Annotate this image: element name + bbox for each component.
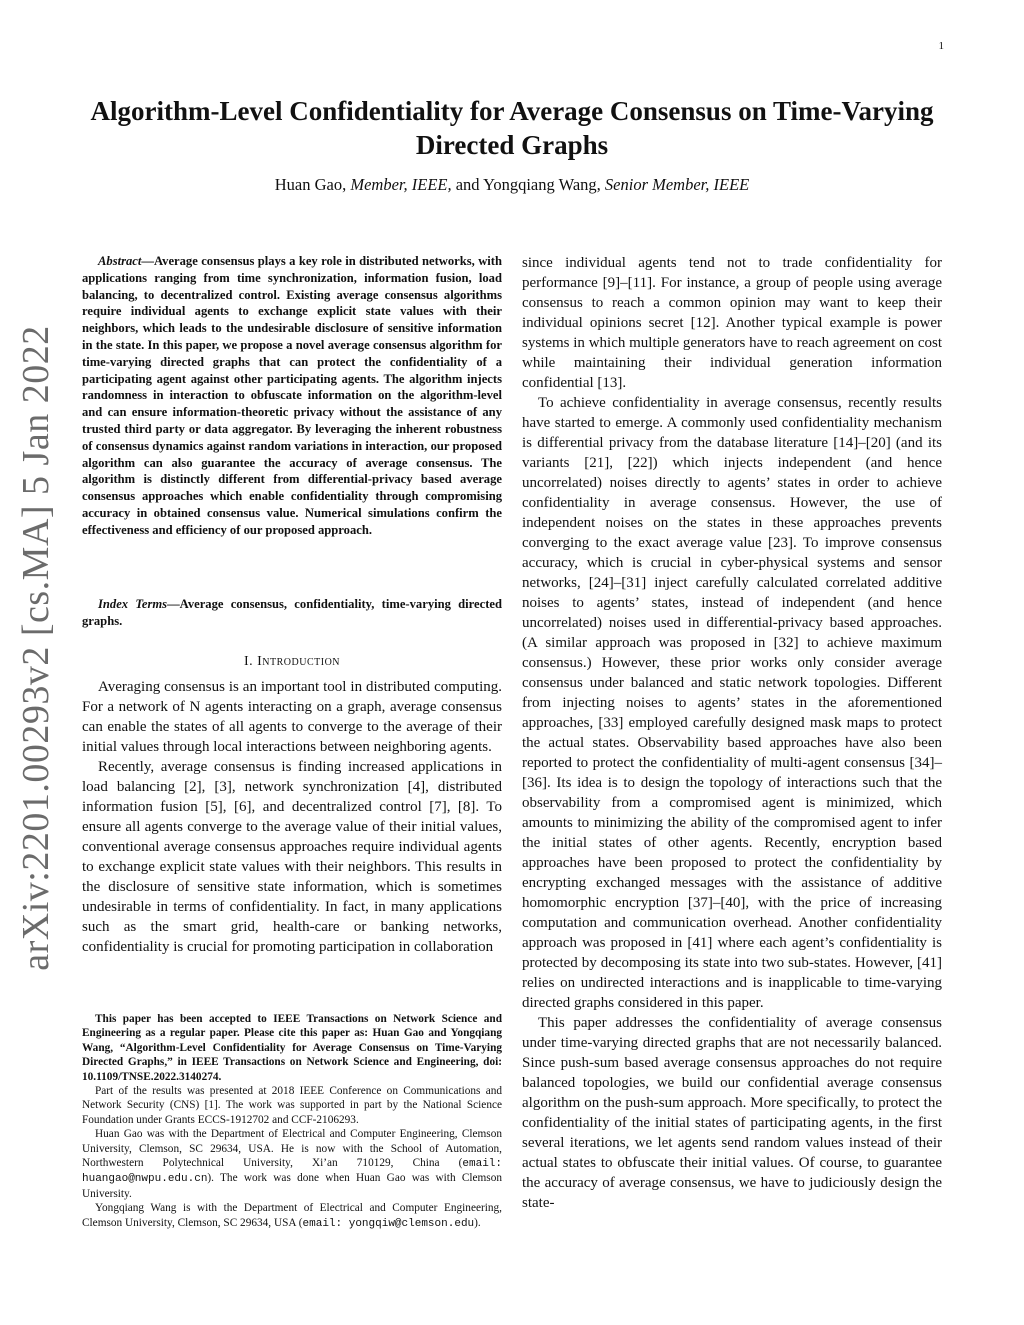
index-terms-text: —Average consensus, confidentiality, time-varying directed graphs. bbox=[82, 597, 502, 628]
introduction-text bbox=[82, 677, 502, 957]
right-paragraph-2: To achieve confidentiality in average consensus, recently results have started to emerge. A commonly used confidentiality mechanism is differential privacy from the database literature [14]–[20] (and its variants [21], [22]) which injects independent (and hence uncorrelated) noises directly to agents’ states in order to achieve confidentiality in average consensus. However, the use of independent noises on the states in these approaches prevents converging to the exact average value [23]. To improve consensus accuracy, which is crucial in cyber-physical systems and sensor networks, [24]–[31] inject carefully calculated correlated additive noises to agents’ states, instead of independent (and hence uncorrelated) noises used in differential-privacy based approaches. (A similar approach was proposed in [32] to achieve maximum consensus.) However, these prior works only consider average consensus under balanced and static network topologies. Different from injecting noises to agents’ states in the aforementioned approaches, [33] employed carefully designed mask maps to protect the actual states. Observability based approaches have also been reported to protect the confidentiality of multi-agent consensus [34]–[36]. Its idea is to design the topology of interactions such that the observability from a compromised agent is minimized, which amounts to minimizing the ability of the compromised agent to infer the initial states of other agents. Recently, encryption based approaches have been proposed to protect the confidentiality by encrypting exchanged messages with the assistance of additive homomorphic encryption [37]–[40], with the price of increasing computation and communication overhead. Another confidentiality approach was proposed in [41] where each agent’s confidentiality is protected by decomposing its state into two sub-states. However, [41] relies on undirected interactions and is inapplicable to time-varying directed graphs considered in this paper. bbox=[522, 395, 942, 1011]
page-number: 1 bbox=[938, 40, 944, 52]
footnote-gao bbox=[82, 1127, 502, 1201]
footnote-accepted: This paper has been accepted to IEEE Transactions on Network Science and Engineering as a regular paper. Please cite this paper as: Huan Gao and Yongqiang Wang, “Algorithm-Level Confidentiality for Average Consensus on Time-Varying Directed Graphs,” in IEEE Transactions on Network Science and Engineering, doi: 10.1109/TNSE.2022.3140274. bbox=[82, 1013, 502, 1083]
index-terms bbox=[82, 596, 502, 630]
intro-paragraph-1: Averaging consensus is an important tool in distributed computing. For a network of N agents interacting on a graph, average consensus can enable the states of all agents to converge to the average of their initial values through local interactions between neighboring agents. bbox=[82, 679, 502, 755]
footnote-wang-tail: ). bbox=[474, 1216, 481, 1229]
section-heading bbox=[82, 654, 502, 670]
abstract-label: Abstract bbox=[98, 254, 142, 268]
author-2-role: Senior Member, IEEE bbox=[604, 175, 750, 194]
section-number: I. bbox=[243, 654, 254, 669]
footnote-wang bbox=[82, 1201, 502, 1231]
arxiv-stamp bbox=[6, 325, 66, 971]
section-title: Introduction bbox=[257, 654, 341, 669]
author-2-name: Yongqiang Wang, bbox=[483, 175, 601, 194]
abstract bbox=[82, 253, 502, 539]
abstract-text: —Average consensus plays a key role in distributed networks, with applications ranging from time synchronization, information fusion, load balancing, to decentralized control. Existing average consensus algorithms require individual agents to exchange explicit state values with their neighbors, which leads to the undesirable disclosure of sensitive information in the state. In this paper, we propose a novel average consensus algorithm for time-varying directed graphs that can protect the confidentiality of a participating agent against other participating agents. The algorithm injects randomness in interaction to obfuscate information on the algorithm-level and can ensure information-theoretic privacy without the assistance of any trusted third party or data aggregator. By leveraging the inherent robustness of consensus dynamics against random variations in interaction, our proposed algorithm can also guarantee the accuracy of average consensus. The algorithm is distinctly different from differential-privacy based average consensus approaches which enable confidentiality through compromising accuracy in obtained consensus value. Numerical simulations confirm the effectiveness and efficiency of our proposed approach. bbox=[82, 254, 502, 537]
footnote-gao-text: Huan Gao was with the Department of Electrical and Computer Engineering, Clemson University, Clemson, SC 29634, USA. He is now with the School of Automation, Northwestern Polytechnical University, Xi’an 710129, China ( bbox=[82, 1128, 502, 1170]
footnotes bbox=[82, 1012, 502, 1231]
intro-paragraph-2: Recently, average consensus is finding increased applications in load balancing [2], [3], network synchronization [4], distributed information fusion [5], [6], and decentralized control [7], [8]. To ensure all agents converge to the average value of their initial values, conventional average consensus approaches require individual agents to exchange explicit state values with their neighbors. This results in the disclosure of sensitive state information, which is sometimes undesirable in terms of confidentiality. In fact, in many applications such as the smart grid, health-care or banking networks, confidentiality is crucial for promoting participation in collaboration bbox=[82, 759, 502, 955]
footnote-gao-tail: ). The work was done when Huan Gao was with Clemson University. bbox=[82, 1172, 502, 1200]
author-connector: and bbox=[455, 175, 480, 194]
paper-title: Algorithm-Level Confidentiality for Average Consensus on Time-Varying Directed Graphs bbox=[90, 96, 934, 160]
gao-email[interactable]: email: huangao@nwpu.edu.cn bbox=[82, 1158, 502, 1186]
author-1-role: Member, IEEE, bbox=[350, 175, 452, 194]
arxiv-identifier: arXiv:2201.00293v2 [cs.MA] 5 Jan 2022 bbox=[15, 325, 57, 971]
author-1-name: Huan Gao, bbox=[274, 175, 347, 194]
footnote-wang-text: Yongqiang Wang is with the Department of Electrical and Computer Engineering, Clemson University, Clemson, SC 29634, USA ( bbox=[82, 1202, 502, 1229]
author-line bbox=[80, 175, 944, 195]
wang-email[interactable]: email: yongqiw@clemson.edu bbox=[302, 1217, 475, 1230]
right-paragraph-1: since individual agents tend not to trade confidentiality for performance [9]–[11]. For instance, a group of people using average consensus to reach a common opinion may want to keep their individual opinions secret [12]. Another typical example is power systems in which multiple generators have to reach agreement on cost while maintaining their individual generation information confidential [13]. bbox=[522, 255, 942, 391]
footnote-results: Part of the results was presented at 2018 IEEE Conference on Communications and Network Security (CNS) [1]. The work was supported in part by the National Science Foundation under Grants ECCS-1912702 and CCF-2106293. bbox=[82, 1085, 502, 1126]
index-terms-label: Index Terms bbox=[98, 597, 168, 611]
right-paragraph-3: This paper addresses the confidentiality of average consensus under time-varying directed graphs that are not necessarily balanced. Since push-sum based average consensus approaches do not require balanced topologies, we build our confidential average consensus algorithm on the push-sum approach. More specifically, to protect the confidentiality of the initial states of participating agents, in the first several iterations, we let agents send random values instead of their actual states to obfuscate their initial values. Of course, to guarantee the accuracy of average consensus, we have to judiciously design the state- bbox=[522, 1015, 942, 1211]
right-column-text bbox=[522, 253, 942, 1213]
